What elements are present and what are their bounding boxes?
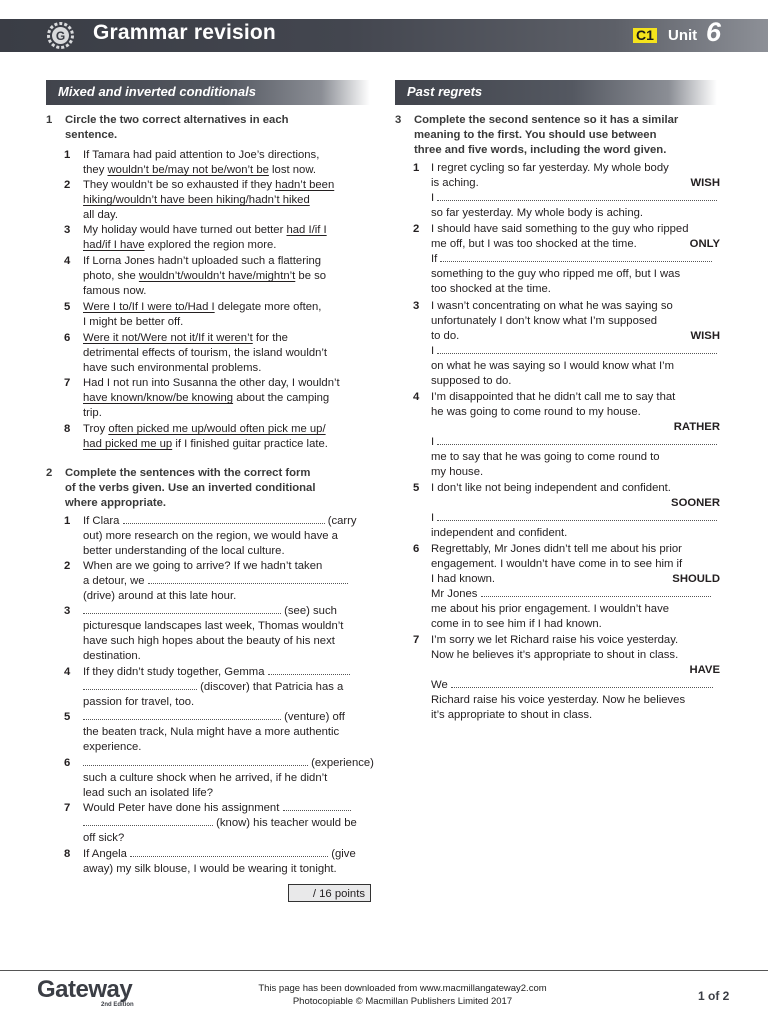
section-title: Past regrets <box>407 84 483 99</box>
list-item: 3 My holiday would have turned out better had I/if I had/if I have explored the region more. <box>64 224 327 251</box>
points-box: / 16 points <box>288 884 371 902</box>
list-item: 2 They wouldn’t be so exhausted if they hadn’t been hiking/wouldn’t have been hiking/hadn’t hiked all day. <box>64 179 335 221</box>
download-notice: This page has been downloaded from www.macmillangateway2.com <box>258 983 547 994</box>
footer-divider <box>0 970 768 971</box>
list-item: 8 If Angela (give away) my silk blouse, I would be wearing it tonight. <box>64 848 356 875</box>
answer-field[interactable] <box>83 680 197 690</box>
answer-field[interactable] <box>83 710 281 720</box>
list-item: 2 I should have said something to the guy who ripped me off, but I was too shocked at the time. ONLY If something to the guy who ripped me off, but I was too shocked at the time. <box>413 223 720 295</box>
list-item: 1 I regret cycling so far yesterday. My whole body is aching. WISH I so far yesterday. My whole body is aching. <box>413 162 720 219</box>
answer-field[interactable] <box>440 252 712 262</box>
gateway-footer-logo: Gateway <box>37 976 133 1003</box>
answer-field[interactable] <box>481 587 711 597</box>
list-item: 6 (experience) such a culture shock when he arrived, if he didn’t lead such an isolated life? <box>64 757 374 799</box>
list-item: 2 When are we going to arrive? If we hadn’t taken a detour, we (drive) around at this late hour. <box>64 559 374 604</box>
level-badge: C1 <box>633 28 657 43</box>
answer-field[interactable] <box>437 344 717 354</box>
list-item: 3 (see) such picturesque landscapes last week, Thomas wouldn’t have such high hopes about the beauty of his next destination. <box>64 605 344 662</box>
alternatives[interactable]: had picked me up <box>83 438 173 450</box>
alternatives[interactable]: often picked me up/would often pick me up/ <box>108 423 326 435</box>
alternatives[interactable]: hadn’t been <box>275 179 335 191</box>
section-heading-past-regrets <box>395 80 717 105</box>
alternatives[interactable]: wouldn’t be/may not be/won’t be <box>107 164 269 176</box>
alternatives[interactable]: had I/if I <box>286 224 327 236</box>
page-title: Grammar revision <box>93 21 276 44</box>
alternatives[interactable]: Were it not/Were not it/If it weren’t <box>83 332 253 344</box>
answer-field[interactable] <box>268 665 350 675</box>
svg-text:G: G <box>55 29 66 43</box>
edition-label: 2nd Edition <box>101 1002 134 1008</box>
answer-field[interactable] <box>451 678 713 688</box>
answer-field[interactable] <box>83 816 213 826</box>
copyright-notice: Photocopiable © Macmillan Publishers Limited 2017 <box>292 996 513 1007</box>
answer-field[interactable] <box>148 574 348 584</box>
header-bar <box>0 19 768 52</box>
answer-field[interactable] <box>123 514 325 524</box>
answer-field[interactable] <box>437 191 717 201</box>
list-item: 7 Would Peter have done his assignment (know) his teacher would be off sick? <box>64 802 357 844</box>
list-item: 4 If they didn’t study together, Gemma (discover) that Patricia has a passion for travel, too. <box>64 665 374 710</box>
exercise-3-instruction: 3 Complete the second sentence so it has a similar meaning to the first. You should use between three and five words, including the word given. <box>395 114 679 156</box>
list-item: 4 I’m disappointed that he didn’t call me to say that he was going to come round to my house. RATHER I me to say that he was going to come round to my house. <box>413 391 720 478</box>
list-item: 6 Were it not/Were not it/If it weren’t for the detrimental effects of tourism, the island wouldn’t have such environmental problems. <box>64 332 328 374</box>
list-item: 1 If Clara (carry out) more research on the region, we would have a better understanding of the local culture. <box>64 515 357 557</box>
exercise-2-instruction: 2 Complete the sentences with the correct form of the verbs given. Use an inverted conditional where appropriate. <box>46 467 316 509</box>
answer-field[interactable] <box>437 435 717 445</box>
section-title: Mixed and inverted conditionals <box>58 84 256 99</box>
alternatives[interactable]: wouldn’t/wouldn’t have/mightn’t <box>138 270 296 282</box>
key-word: WISH <box>690 330 720 342</box>
key-word: RATHER <box>673 421 720 433</box>
exercise-1-instruction: 1 Circle the two correct alternatives in each sentence. <box>46 114 289 141</box>
list-item: 7 Had I not run into Susanna the other day, I wouldn’t have known/know/be knowing about the camping trip. <box>64 377 340 419</box>
list-item: 6 Regrettably, Mr Jones didn’t tell me about his prior engagement. I wouldn’t have come in to see him if I had known. SHOULD Mr Jones me about his prior engagement. I wouldn’t have come in to see him if I had known. <box>413 543 720 630</box>
list-item: 5 I don’t like not being independent and confident. SOONER I independent and confident. <box>413 482 720 539</box>
list-item: 4 If Lorna Jones hadn’t uploaded such a flattering photo, she wouldn’t/wouldn’t have/mightn’t be so famous now. <box>64 255 327 297</box>
list-item: 8 Troy often picked me up/would often pick me up/ had picked me up if I finished guitar practice late. <box>64 423 328 450</box>
answer-field[interactable] <box>437 511 717 521</box>
answer-field[interactable] <box>283 801 351 811</box>
alternatives[interactable]: have known/know/be knowing <box>83 392 234 404</box>
list-item: 1 If Tamara had paid attention to Joe’s directions, they wouldn’t be/may not be/won’t be lost now. <box>64 149 320 176</box>
list-item: 5 Were I to/If I were to/Had I delegate more often, I might be better off. <box>64 301 322 328</box>
answer-field[interactable] <box>83 604 281 614</box>
gateway-logo-icon <box>47 22 74 49</box>
list-item: 3 I wasn’t concentrating on what he was saying so unfortunately I don’t know what I’m supposed to do. WISH I on what he was saying so I would know what I’m supposed to do. <box>413 300 720 387</box>
section-heading-conditionals <box>46 80 370 105</box>
answer-field[interactable] <box>130 847 328 857</box>
answer-field[interactable] <box>83 756 308 766</box>
key-word: SHOULD <box>672 573 720 585</box>
list-item: 5 (venture) off the beaten track, Nula might have a more authentic experience. <box>64 711 345 753</box>
alternatives[interactable]: hiking/wouldn’t have been hiking/hadn’t hiked <box>83 194 310 206</box>
list-item: 7 I’m sorry we let Richard raise his voice yesterday. Now he believes it’s appropriate to shout in class. HAVE We Richard raise his voice yesterday. Now he believes it’s appropriate to shout in class. <box>413 634 720 721</box>
page-number: 1 of 2 <box>698 989 730 1003</box>
alternatives[interactable]: had/if I have <box>83 239 145 251</box>
key-word: ONLY <box>689 238 720 250</box>
key-word: WISH <box>690 177 720 189</box>
key-word: HAVE <box>689 664 720 676</box>
key-word: SOONER <box>671 497 720 509</box>
unit-label: Unit <box>668 27 698 44</box>
alternatives[interactable]: Were I to/If I were to/Had I <box>83 301 215 313</box>
unit-number: 6 <box>706 17 722 47</box>
